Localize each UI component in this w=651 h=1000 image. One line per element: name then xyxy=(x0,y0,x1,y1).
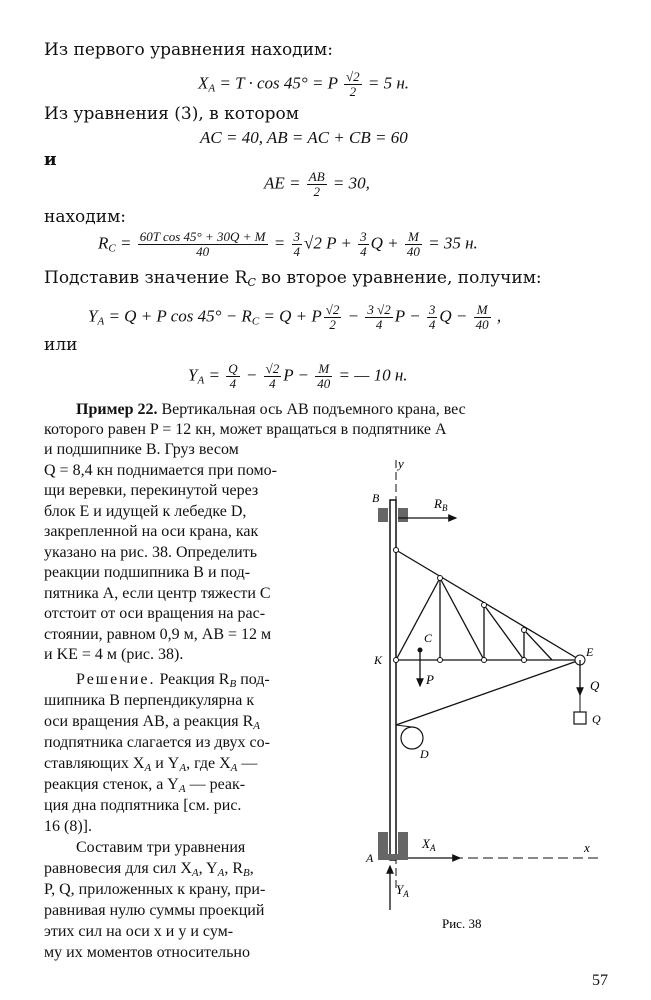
example-line: и KE = 4 м (рис. 38). xyxy=(44,646,184,663)
text-part: , где X xyxy=(186,755,231,772)
fraction xyxy=(292,230,303,259)
frac-num: Q xyxy=(228,361,238,376)
mast xyxy=(390,500,396,860)
text-sub: A xyxy=(230,762,238,774)
eq-part: = Q + P xyxy=(259,306,322,326)
text-part: реакция стенок, а Y xyxy=(44,776,179,793)
frac-num: 3 xyxy=(293,229,300,244)
example-line xyxy=(76,400,466,421)
label-P: P xyxy=(426,672,434,687)
bearing-b-left xyxy=(378,508,388,522)
frac-den: 4 xyxy=(375,317,383,332)
eq-part: P − xyxy=(283,365,314,385)
text-sub: A xyxy=(191,867,199,879)
example-line: реакции подшипника B и под- xyxy=(44,564,251,581)
example-line: стоянии, равном 0,9 м, AB = 12 м xyxy=(44,626,272,643)
text-part: , R xyxy=(224,860,243,877)
frac-den: 4 xyxy=(229,376,237,391)
text-line: Из уравнения (3), в котором xyxy=(44,104,299,124)
eq-part: Y xyxy=(88,306,98,326)
eq-part: = xyxy=(204,365,225,385)
frac-den: 4 xyxy=(293,244,300,259)
fraction xyxy=(344,70,362,99)
example-line: которого равен P = 12 кн, может вращаться в подпятнике A xyxy=(44,421,447,438)
solution-line: P, Q, приложенных к крану, при- xyxy=(44,881,266,898)
equation-ya-2 xyxy=(188,362,408,391)
eq-part: = — 10 н. xyxy=(334,365,408,385)
bearing-a-bottom xyxy=(378,854,408,860)
fraction xyxy=(138,230,268,259)
eq-sub: A xyxy=(208,82,216,95)
label-YA: $Y_A$ xyxy=(396,882,409,899)
text-sub: C xyxy=(247,276,256,289)
winch xyxy=(401,727,423,749)
text-part: Подставив значение R xyxy=(44,268,248,288)
equation-rc xyxy=(98,230,478,259)
example-line: блок E и идущей к лебедке D, xyxy=(44,503,247,520)
frac-den: 2 xyxy=(349,84,357,99)
frac-num: √2 xyxy=(265,361,280,376)
eq-part: R xyxy=(98,233,109,253)
eq-part: = T · cos 45° = P xyxy=(215,73,338,93)
label-Qbox: Q xyxy=(592,712,601,726)
text-line: Из первого уравнения находим: xyxy=(44,40,333,60)
fraction xyxy=(474,303,491,332)
label-Q: Q xyxy=(590,678,600,693)
eq-part: = xyxy=(115,233,136,253)
solution-line: подпятника слагается из двух со- xyxy=(44,734,270,751)
example-line: Q = 8,4 кн поднимается при помо- xyxy=(44,462,277,479)
text-line: и xyxy=(44,150,57,170)
label-K: K xyxy=(374,653,383,667)
frac-den: 40 xyxy=(475,317,489,332)
eq-part: − xyxy=(343,306,364,326)
text-part: равновесия для сил X xyxy=(44,860,192,877)
text-part: Реакция R xyxy=(155,671,230,688)
text-part: Вертикальная ось AB подъемного крана, вес xyxy=(157,401,466,418)
eq-part: = xyxy=(269,233,290,253)
frac-den: 4 xyxy=(360,244,367,259)
fraction xyxy=(315,362,332,391)
label-D: D xyxy=(420,747,429,761)
fraction xyxy=(358,230,369,259)
solution-line: шипника B перпендикулярна к xyxy=(44,692,255,709)
eq-sub: C xyxy=(108,242,116,255)
solution-heading: Решение. xyxy=(76,671,156,688)
fraction xyxy=(307,170,327,199)
eq-part: Q − xyxy=(439,306,472,326)
fraction xyxy=(365,303,392,332)
text-line: или xyxy=(44,335,78,355)
text-line: находим: xyxy=(44,207,127,227)
eq-part: P − xyxy=(394,306,425,326)
frac-den: 40 xyxy=(406,244,420,259)
text-sub: A xyxy=(179,762,187,774)
frac-den: 2 xyxy=(313,184,320,199)
label-RB: $R_B$ xyxy=(434,496,448,513)
label-y: y xyxy=(398,456,404,471)
frac-num: M xyxy=(405,230,422,245)
frac-den: 40 xyxy=(196,244,210,259)
eq-part: , xyxy=(492,306,502,326)
frac-num: 3 xyxy=(428,302,436,317)
text-sub: A xyxy=(178,783,186,795)
eq-part: = 5 н. xyxy=(363,73,410,93)
text-part: ставляющих X xyxy=(44,755,145,772)
fraction xyxy=(324,303,342,332)
eq-part: − xyxy=(241,365,262,385)
fraction xyxy=(405,230,422,259)
bearing-b-right xyxy=(398,508,408,522)
example-heading: Пример 22. xyxy=(76,401,158,418)
frac-den: 4 xyxy=(428,317,436,332)
frac-num: M xyxy=(474,303,491,318)
text-part: во второе уравнение, получим: xyxy=(255,268,542,288)
text-sub: A xyxy=(217,867,225,879)
equation-ac: AC = 40, AB = AC + CB = 60 xyxy=(200,128,408,147)
eq-sub: A xyxy=(97,315,105,328)
example-line: щи веревки, перекинутой через xyxy=(44,482,259,499)
text-part: , Y xyxy=(198,860,218,877)
text-line xyxy=(44,268,542,293)
load-box xyxy=(574,712,586,724)
text-sub: A xyxy=(144,762,152,774)
fraction xyxy=(226,362,239,391)
frac-den: 40 xyxy=(317,376,331,391)
text-part: — xyxy=(237,755,258,772)
frac-num: AB xyxy=(308,169,325,184)
frac-num: 3 xyxy=(360,229,367,244)
text-part: под- xyxy=(236,671,270,688)
equation-ya-1 xyxy=(88,303,501,332)
solution-line: 16 (8)]. xyxy=(44,818,92,835)
label-A: A xyxy=(366,851,374,865)
label-XA: $X_A$ xyxy=(422,836,436,853)
text-part: оси вращения AB, а реакция R xyxy=(44,713,254,730)
eq-part: = 30, xyxy=(328,173,370,193)
frac-num: 60T cos 45° + 30Q + M xyxy=(139,229,266,244)
example-line: и подшипнике B. Груз весом xyxy=(44,441,239,458)
text-part: — реак- xyxy=(185,776,246,793)
eq-sub: A xyxy=(197,374,205,387)
label-C: C xyxy=(424,631,433,645)
crane-figure xyxy=(352,450,622,965)
label-B: B xyxy=(372,491,380,505)
frac-den: 2 xyxy=(329,317,336,332)
solution-line: Составим три уравнения xyxy=(76,839,246,856)
solution-line: му их моментов относительно xyxy=(44,944,250,961)
frac-num: 3 √2 xyxy=(367,302,391,317)
example-line: закрепленной на оси крана, как xyxy=(44,523,259,540)
frac-num: √2 xyxy=(346,69,360,84)
eq-sub: C xyxy=(251,315,260,328)
text-part: , xyxy=(249,860,254,877)
frac-num: M xyxy=(315,362,332,377)
fraction xyxy=(427,303,438,332)
example-line: пятника A, если центр тяжести C xyxy=(44,585,271,602)
example-line: указано на рис. 38. Определить xyxy=(44,544,258,561)
eq-part: X xyxy=(198,73,209,93)
eq-part: Q + xyxy=(370,233,403,253)
bearing-a-right xyxy=(398,832,408,854)
bearing-a-left xyxy=(378,832,388,854)
solution-line: ция дна подпятника [см. рис. xyxy=(44,797,242,814)
solution-line: равнивая нулю суммы проекций xyxy=(44,902,265,919)
frac-den: 4 xyxy=(269,376,276,391)
eq-part: = Q + P cos 45° − R xyxy=(104,306,252,326)
equation-xa xyxy=(198,70,409,99)
label-E: E xyxy=(586,645,594,659)
text-sub: A xyxy=(253,720,261,732)
text-sub: B xyxy=(243,867,250,879)
winch-line xyxy=(396,725,412,727)
eq-part: Y xyxy=(188,365,198,385)
fraction xyxy=(264,362,282,391)
frac-num: √2 xyxy=(325,302,340,317)
example-line: отстоит от оси вращения на рас- xyxy=(44,605,266,622)
solution-line: этих сил на оси x и y и сум- xyxy=(44,923,234,940)
text-part: и Y xyxy=(151,755,180,772)
page-number: 57 xyxy=(592,972,608,989)
label-x: x xyxy=(584,840,590,855)
eq-part: √2 P + xyxy=(304,233,357,253)
eq-part: AE = xyxy=(264,173,305,193)
eq-part: = 35 н. xyxy=(423,233,478,253)
equation-ae xyxy=(264,170,370,199)
figure-caption: Рис. 38 xyxy=(442,916,482,931)
text-sub: B xyxy=(229,678,237,690)
